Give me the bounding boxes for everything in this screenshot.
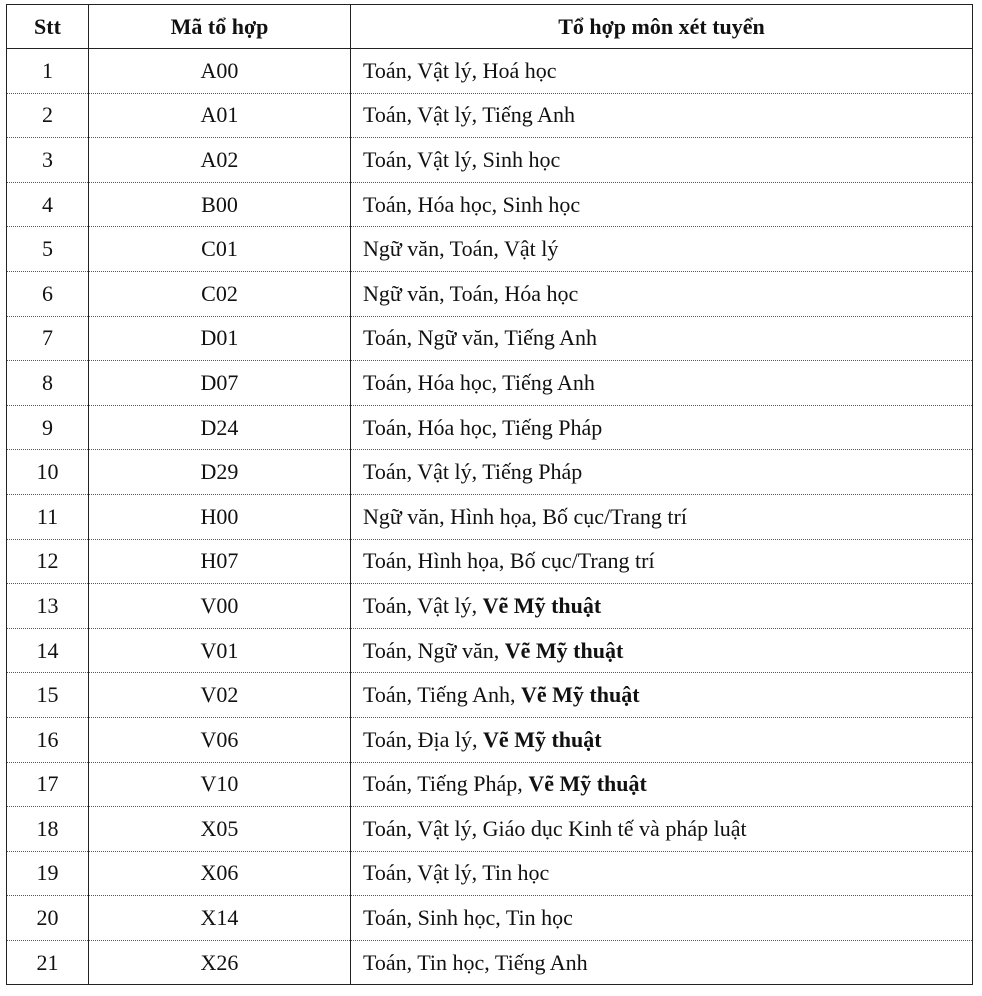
row-subjects	[351, 940, 973, 985]
row-stt: 1	[7, 49, 89, 94]
row-subjects	[351, 896, 973, 941]
row-combination-code: D24	[89, 405, 351, 450]
subjects-text: Toán, Vật lý, Tiếng Pháp	[363, 459, 583, 485]
row-subjects	[351, 584, 973, 629]
admission-combination-table	[6, 4, 973, 985]
header-subjects: Tổ hợp môn xét tuyển	[351, 5, 973, 49]
subjects-text: Toán, Vật lý, Tiếng Anh	[363, 102, 575, 128]
row-combination-code: C02	[89, 271, 351, 316]
row-combination-code: B00	[89, 182, 351, 227]
subjects-text: Toán, Hóa học, Tiếng Anh	[363, 369, 595, 395]
row-combination-code: V01	[89, 628, 351, 673]
subjects-text: Toán, Vật lý, Giáo dục Kinh tế và pháp luật	[363, 815, 747, 841]
row-subjects	[351, 807, 973, 852]
table-row	[7, 138, 973, 183]
subjects-text: Toán, Vật lý, Sinh học	[363, 146, 561, 172]
row-subjects	[351, 405, 973, 450]
row-combination-code: X05	[89, 807, 351, 852]
table-row	[7, 896, 973, 941]
row-subjects	[351, 717, 973, 762]
row-stt: 18	[7, 807, 89, 852]
row-combination-code: V02	[89, 673, 351, 718]
row-combination-code: D29	[89, 450, 351, 495]
row-stt: 17	[7, 762, 89, 807]
row-subjects	[351, 762, 973, 807]
table-row	[7, 851, 973, 896]
row-subjects	[351, 49, 973, 94]
row-stt: 2	[7, 93, 89, 138]
subjects-text: Toán, Hóa học, Sinh học	[363, 191, 581, 217]
table-header	[7, 5, 973, 49]
header-row	[7, 5, 973, 49]
row-subjects	[351, 227, 973, 272]
row-combination-code: V00	[89, 584, 351, 629]
table-row	[7, 584, 973, 629]
subjects-bold-text: Vẽ Mỹ thuật	[521, 682, 640, 708]
table-row	[7, 673, 973, 718]
subjects-text: Toán, Tiếng Anh,	[363, 682, 521, 708]
row-combination-code: X14	[89, 896, 351, 941]
subjects-text: Toán, Tin học, Tiếng Anh	[363, 949, 588, 975]
table-row	[7, 539, 973, 584]
table-row	[7, 182, 973, 227]
row-stt: 5	[7, 227, 89, 272]
subjects-text: Toán, Vật lý,	[363, 592, 483, 618]
row-combination-code: C01	[89, 227, 351, 272]
table-row	[7, 494, 973, 539]
subjects-text: Toán, Địa lý,	[363, 726, 484, 752]
row-stt: 13	[7, 584, 89, 629]
table-row	[7, 628, 973, 673]
table-row	[7, 717, 973, 762]
table-row	[7, 405, 973, 450]
table-row	[7, 807, 973, 852]
row-stt: 14	[7, 628, 89, 673]
row-stt: 6	[7, 271, 89, 316]
table-row	[7, 940, 973, 985]
row-stt: 7	[7, 316, 89, 361]
row-subjects	[351, 138, 973, 183]
subjects-text: Toán, Sinh học, Tin học	[363, 905, 573, 931]
row-subjects	[351, 494, 973, 539]
row-stt: 8	[7, 361, 89, 406]
table-body	[7, 49, 973, 985]
row-subjects	[351, 673, 973, 718]
row-combination-code: H07	[89, 539, 351, 584]
row-stt: 12	[7, 539, 89, 584]
row-combination-code: V06	[89, 717, 351, 762]
row-subjects	[351, 271, 973, 316]
subjects-bold-text: Vẽ Mỹ thuật	[482, 592, 602, 618]
row-combination-code: V10	[89, 762, 351, 807]
row-subjects	[351, 628, 973, 673]
row-stt: 11	[7, 494, 89, 539]
row-subjects	[351, 539, 973, 584]
subjects-text: Ngữ văn, Hình họa, Bố cục/Trang trí	[363, 503, 687, 529]
header-stt: Stt	[7, 5, 89, 49]
row-combination-code: X26	[89, 940, 351, 985]
row-stt: 4	[7, 182, 89, 227]
row-combination-code: A01	[89, 93, 351, 138]
subjects-text: Ngữ văn, Toán, Hóa học	[363, 280, 579, 306]
row-combination-code: X06	[89, 851, 351, 896]
row-subjects	[351, 182, 973, 227]
row-stt: 9	[7, 405, 89, 450]
subjects-text: Ngữ văn, Toán, Vật lý	[363, 236, 559, 262]
subjects-text: Toán, Ngữ văn,	[363, 637, 505, 663]
row-stt: 21	[7, 940, 89, 985]
row-stt: 16	[7, 717, 89, 762]
row-combination-code: H00	[89, 494, 351, 539]
table-row	[7, 450, 973, 495]
subjects-text: Toán, Vật lý, Hoá học	[363, 57, 557, 83]
row-subjects	[351, 361, 973, 406]
table-row	[7, 271, 973, 316]
row-stt: 10	[7, 450, 89, 495]
subjects-bold-text: Vẽ Mỹ thuật	[528, 771, 647, 797]
subjects-bold-text: Vẽ Mỹ thuật	[504, 637, 624, 663]
table-row	[7, 227, 973, 272]
subjects-text: Toán, Tiếng Pháp,	[363, 771, 529, 797]
subjects-text: Toán, Hóa học, Tiếng Pháp	[363, 414, 603, 440]
row-combination-code: D01	[89, 316, 351, 361]
row-subjects	[351, 851, 973, 896]
table-row	[7, 93, 973, 138]
table-row	[7, 316, 973, 361]
row-combination-code: A00	[89, 49, 351, 94]
table-row	[7, 762, 973, 807]
subjects-text: Toán, Vật lý, Tin học	[363, 860, 550, 886]
subjects-text: Toán, Hình họa, Bố cục/Trang trí	[363, 548, 655, 574]
row-combination-code: D07	[89, 361, 351, 406]
header-combination-code: Mã tổ hợp	[89, 5, 351, 49]
row-stt: 20	[7, 896, 89, 941]
row-stt: 19	[7, 851, 89, 896]
subjects-bold-text: Vẽ Mỹ thuật	[483, 726, 602, 752]
table-row	[7, 361, 973, 406]
row-combination-code: A02	[89, 138, 351, 183]
row-stt: 3	[7, 138, 89, 183]
row-subjects	[351, 450, 973, 495]
row-subjects	[351, 93, 973, 138]
row-subjects	[351, 316, 973, 361]
row-stt: 15	[7, 673, 89, 718]
table-row	[7, 49, 973, 94]
subjects-text: Toán, Ngữ văn, Tiếng Anh	[363, 325, 598, 351]
